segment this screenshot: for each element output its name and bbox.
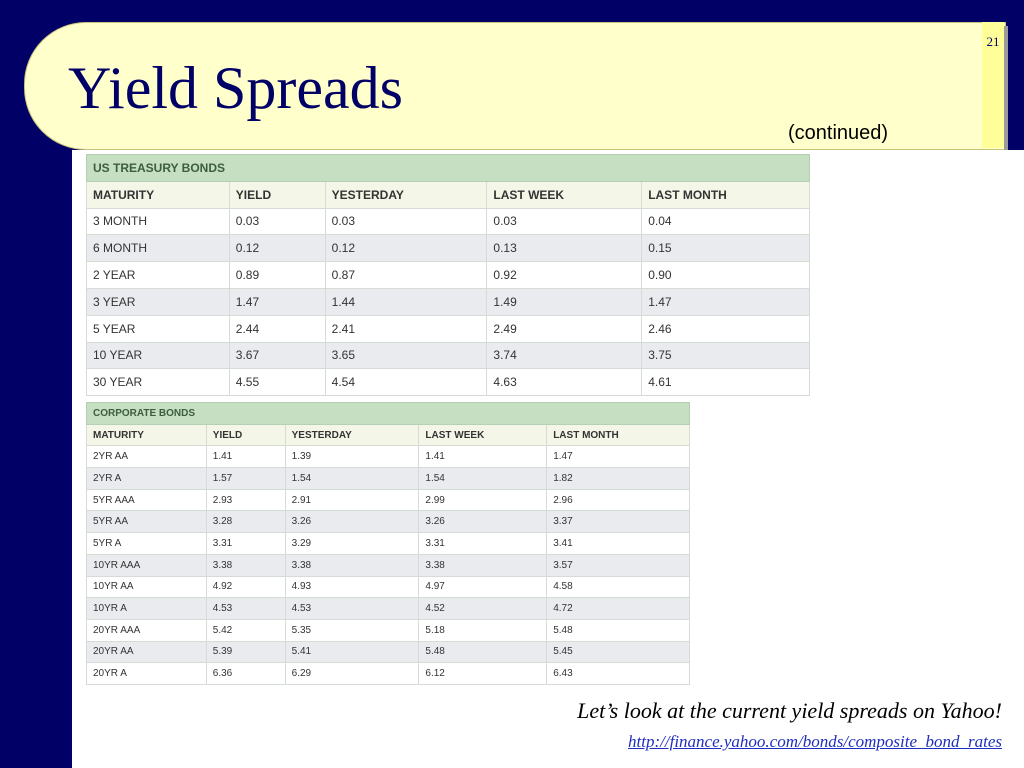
table-cell: 3 YEAR [87,288,230,315]
table-cell: 5.48 [419,641,547,663]
table-cell: 20YR A [87,663,207,685]
table-cell: 20YR AAA [87,619,207,641]
table-row [87,489,690,511]
table-cell: 30 YEAR [87,369,230,396]
table-cell: 4.55 [229,369,325,396]
column-header: YESTERDAY [285,424,419,446]
table-cell: 3.31 [419,533,547,555]
table-cell: 4.97 [419,576,547,598]
table-cell: 3.41 [547,533,690,555]
table-cell: 5.41 [285,641,419,663]
table-row [87,315,810,342]
table-row [87,511,690,533]
table-cell: 1.47 [547,446,690,468]
table-cell: 6.43 [547,663,690,685]
table-cell: 5YR A [87,533,207,555]
table-cell: 6.36 [206,663,285,685]
table-cell: 6.29 [285,663,419,685]
table-caption-row [87,155,810,182]
table-cell: 1.39 [285,446,419,468]
table-cell: 1.41 [206,446,285,468]
table-row [87,554,690,576]
table-cell: 3.26 [419,511,547,533]
table-cell: 10YR AAA [87,554,207,576]
slide-title: Yield Spreads [68,55,403,121]
table-cell: 0.89 [229,262,325,289]
table-header-row [87,424,690,446]
table-cell: 1.41 [419,446,547,468]
table-row [87,641,690,663]
table-row [87,533,690,555]
column-header: LAST MONTH [642,181,810,208]
table-cell: 10YR A [87,598,207,620]
table-cell: 10YR AA [87,576,207,598]
table-header-row [87,181,810,208]
footer-caption: Let’s look at the current yield spreads on Yahoo! [577,698,1002,723]
table-cell: 3 MONTH [87,208,230,235]
table-cell: 1.47 [229,288,325,315]
table-row [87,208,810,235]
table-cell: 6 MONTH [87,235,230,262]
table-cell: 2.41 [325,315,487,342]
table-cell: 5 YEAR [87,315,230,342]
table-cell: 0.13 [487,235,642,262]
table-cell: 0.92 [487,262,642,289]
table-cell: 0.12 [229,235,325,262]
slide-subtitle: (continued) [788,122,889,144]
table-cell: 2.44 [229,315,325,342]
table-cell: 2YR AA [87,446,207,468]
table-cell: 5YR AAA [87,489,207,511]
table-cell: 3.67 [229,342,325,369]
table-cell: 5YR AA [87,511,207,533]
table-cell: 0.04 [642,208,810,235]
table-cell: 20YR AA [87,641,207,663]
table-cell: 1.44 [325,288,487,315]
table-cell: 0.90 [642,262,810,289]
table-cell: 5.48 [547,619,690,641]
table-cell: 0.15 [642,235,810,262]
table-cell: 6.12 [419,663,547,685]
column-header: YIELD [206,424,285,446]
column-header: MATURITY [87,424,207,446]
table-cell: 1.57 [206,468,285,490]
table-cell: 3.57 [547,554,690,576]
table-row [87,288,810,315]
table-cell: 2.49 [487,315,642,342]
right-frame-strip [1010,110,1024,150]
column-header: LAST WEEK [419,424,547,446]
table-cell: 1.47 [642,288,810,315]
column-header: LAST WEEK [487,181,642,208]
table-cell: 0.03 [487,208,642,235]
table-cell: 4.72 [547,598,690,620]
table-row [87,262,810,289]
table-cell: 1.82 [547,468,690,490]
column-header: MATURITY [87,181,230,208]
table-cell: 2.46 [642,315,810,342]
table-caption: US TREASURY BONDS [87,155,810,182]
table-cell: 4.58 [547,576,690,598]
table-cell: 0.03 [229,208,325,235]
table-caption: CORPORATE BONDS [87,403,690,425]
table-cell: 3.65 [325,342,487,369]
column-header: YESTERDAY [325,181,487,208]
slide-number: 21 [986,34,1000,49]
table-row [87,342,810,369]
table-cell: 2.99 [419,489,547,511]
table-cell: 0.03 [325,208,487,235]
table-cell: 3.75 [642,342,810,369]
table-cell: 2YR A [87,468,207,490]
table-cell: 0.12 [325,235,487,262]
table-cell: 5.45 [547,641,690,663]
table-row [87,663,690,685]
table-cell: 5.18 [419,619,547,641]
table-cell: 4.63 [487,369,642,396]
table-cell: 1.49 [487,288,642,315]
table-row [87,619,690,641]
table-cell: 3.26 [285,511,419,533]
table-cell: 4.53 [285,598,419,620]
table-row [87,369,810,396]
table-cell: 4.93 [285,576,419,598]
table-cell: 3.38 [206,554,285,576]
table-cell: 10 YEAR [87,342,230,369]
table-cell: 3.28 [206,511,285,533]
corporate-bonds-table [86,402,690,685]
table-row [87,235,810,262]
column-header: LAST MONTH [547,424,690,446]
table-cell: 4.53 [206,598,285,620]
table-cell: 4.61 [642,369,810,396]
table-cell: 4.54 [325,369,487,396]
table-cell: 3.74 [487,342,642,369]
table-cell: 3.38 [285,554,419,576]
column-header: YIELD [229,181,325,208]
title-banner-shadow [1004,26,1008,150]
table-cell: 1.54 [419,468,547,490]
table-cell: 5.35 [285,619,419,641]
table-row [87,468,690,490]
table-cell: 4.52 [419,598,547,620]
yahoo-bond-rates-link[interactable]: http://finance.yahoo.com/bonds/composite_bond_rates [628,732,1002,751]
table-cell: 2.96 [547,489,690,511]
table-cell: 3.31 [206,533,285,555]
table-cell: 3.37 [547,511,690,533]
table-cell: 3.29 [285,533,419,555]
table-cell: 5.42 [206,619,285,641]
table-cell: 0.87 [325,262,487,289]
table-row [87,446,690,468]
table-cell: 4.92 [206,576,285,598]
table-cell: 2.93 [206,489,285,511]
table-row [87,576,690,598]
table-caption-row [87,403,690,425]
table-cell: 3.38 [419,554,547,576]
table-cell: 2.91 [285,489,419,511]
table-row [87,598,690,620]
table-cell: 5.39 [206,641,285,663]
treasury-bonds-table [86,154,810,396]
table-cell: 1.54 [285,468,419,490]
table-cell: 2 YEAR [87,262,230,289]
